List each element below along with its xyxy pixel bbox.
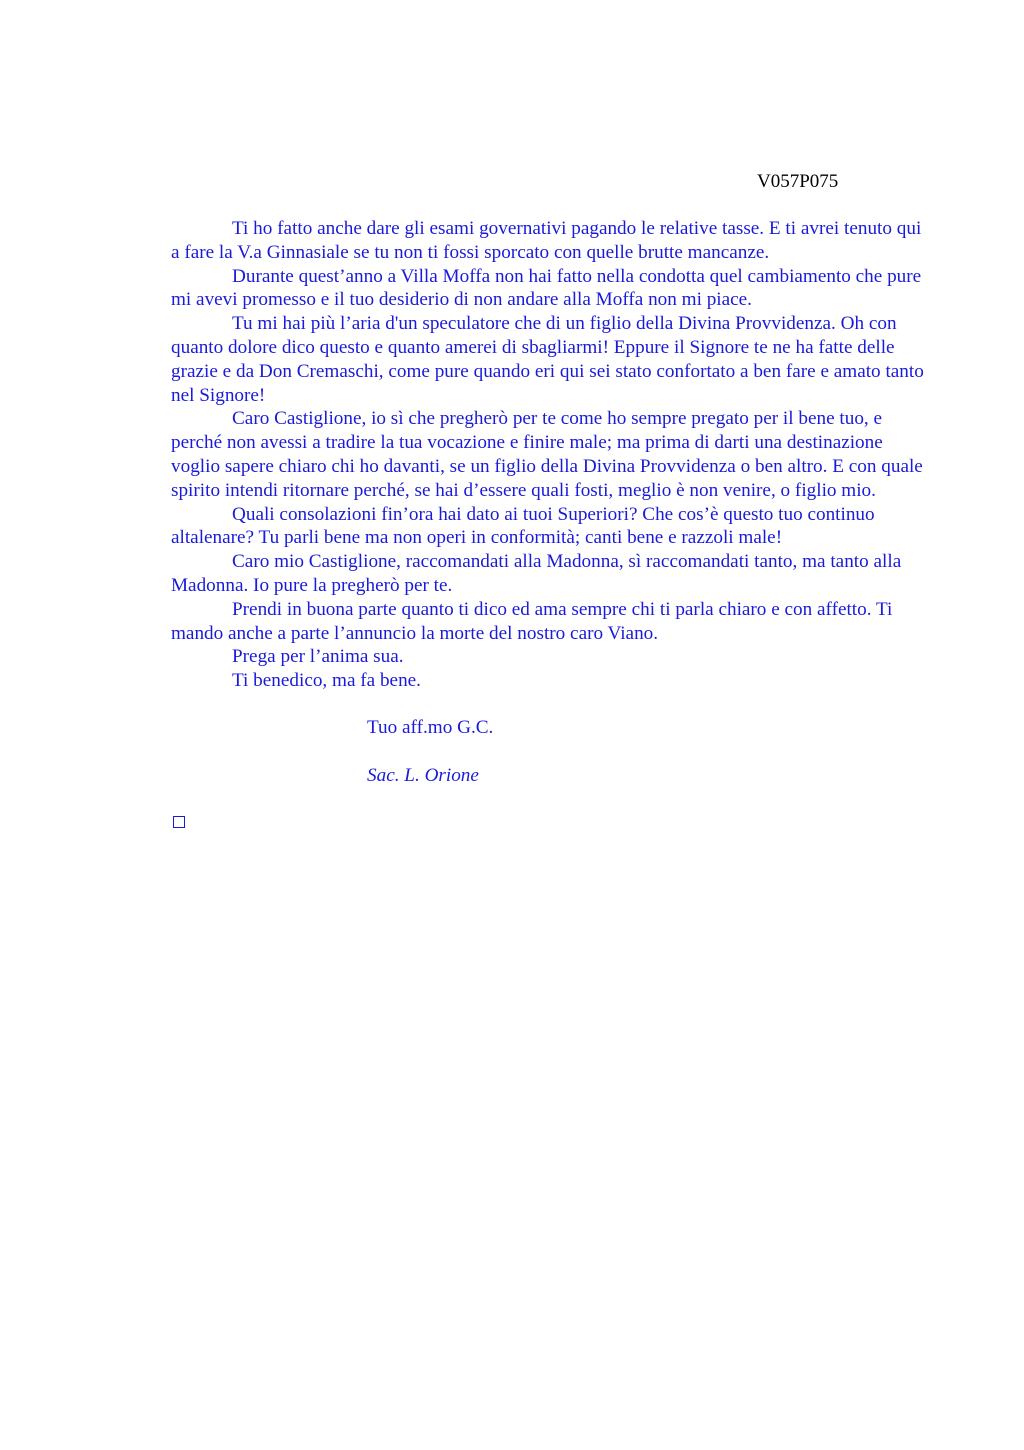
paragraph: Caro Castiglione, io sì che pregherò per te come ho sempre pregato per il bene tuo, e perché non avessi a tradire la tua vocazione e finire male; ma prima di darti una destinazione voglio sapere chiaro chi ho davanti, se un figlio della Divina Provvidenza o ben altro. E con quale spirito intendi ritornare perché, se hai d’essere quali fosti, meglio è non venire, o figlio mio. [171,408,923,501]
signature: Sac. L. Orione [367,765,479,786]
paragraph: Quali consolazioni fin’ora hai dato ai tuoi Superiori? Che cos’è questo tuo continuo altalenare? Tu parli bene ma non operi in conformità; canti bene e razzoli male! [171,503,875,549]
paragraph: Ti benedico, ma fa bene. [232,670,421,692]
paragraph: Caro mio Castiglione, raccomandati alla Madonna, sì raccomandati tanto, ma tanto alla Madonna. Io pure la pregherò per te. [171,551,902,596]
paragraph: Tu mi hai più l’aria d'un speculatore che di un figlio della Divina Provvidenza. Oh con quanto dolore dico questo e quanto amerei di sbagliarmi! Eppure il Signore te ne ha fatte delle grazie e da Don Cremaschi, come pure quando eri qui sei stato confortato a ben fare e amato tanto nel Signore! [171,313,924,406]
paragraph: Prendi in buona parte quanto ti dico ed ama sempre chi ti parla chiaro e con affetto. Ti mando anche a parte l’annuncio la morte del nostro caro Viano. [171,598,893,644]
paragraph: Ti ho fatto anche dare gli esami governativi pagando le relative tasse. E ti avrei tenuto qui a fare la V.a Ginnasiale se tu non ti fossi sporcato con quelle brutte mancanze. [171,218,922,263]
paragraph: Prega per l’anima sua. [232,646,404,668]
paragraph: Durante quest’anno a Villa Moffa non hai fatto nella condotta quel cambiamento che pure mi avevi promesso e il tuo desiderio di non andare alla Moffa non mi piace. [171,265,922,311]
page-code: V057P075 [757,171,839,192]
letter-body [171,217,931,693]
checkbox-square-icon [173,816,185,828]
closing-salutation: Tuo aff.mo G.C. [367,717,494,738]
